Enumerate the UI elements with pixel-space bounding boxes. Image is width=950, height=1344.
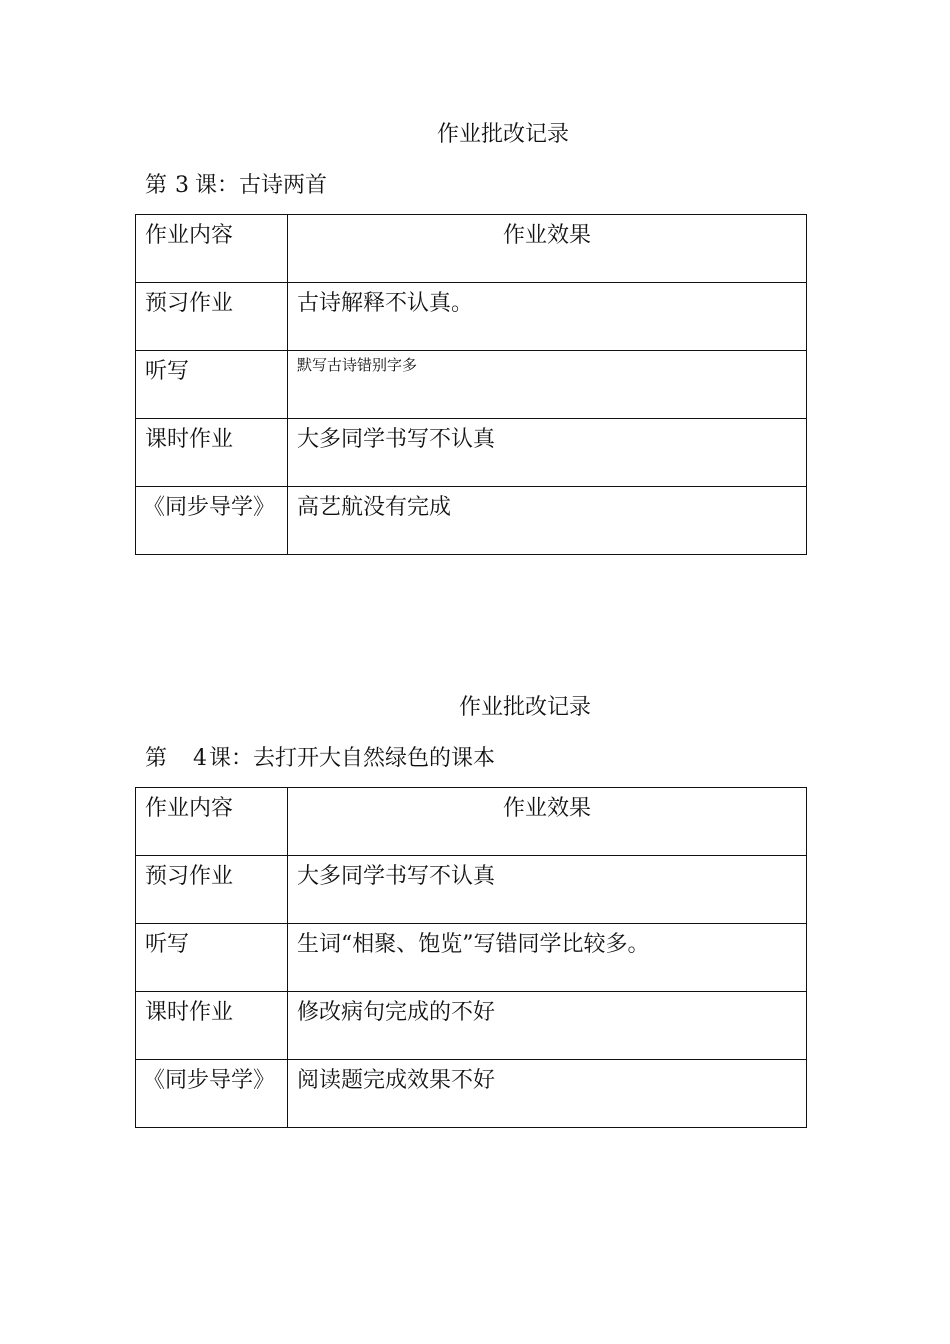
lesson-heading	[145, 744, 495, 774]
homework-effect-cell: 修改病句完成的不好	[288, 992, 807, 1060]
lesson-prefix: 第	[145, 173, 168, 198]
table-row	[136, 856, 807, 924]
homework-table	[135, 787, 807, 1128]
table-row	[136, 1060, 807, 1128]
lesson-prefix: 第	[145, 746, 168, 771]
homework-content-cell: 听写	[136, 351, 288, 419]
homework-content-cell: 预习作业	[136, 283, 288, 351]
homework-effect-cell: 生词“相聚、饱览”写错同学比较多。	[288, 924, 807, 992]
record-title: 作业批改记录	[436, 122, 569, 147]
homework-effect-cell: 阅读题完成效果不好	[288, 1060, 807, 1128]
homework-effect-cell: 大多同学书写不认真	[288, 856, 807, 924]
homework-content-cell: 听写	[136, 924, 288, 992]
homework-effect-cell: 默写古诗错别字多	[288, 351, 807, 419]
lesson-title: 课：去打开大自然绿色的课本	[209, 746, 496, 771]
header-homework-content: 作业内容	[136, 788, 288, 856]
table-header-row	[136, 215, 807, 283]
table-row	[136, 924, 807, 992]
table-row	[136, 283, 807, 351]
table-row	[136, 419, 807, 487]
homework-content-cell: 课时作业	[136, 419, 288, 487]
homework-content-cell: 预习作业	[136, 856, 288, 924]
homework-effect-cell: 古诗解释不认真。	[288, 283, 807, 351]
homework-content-cell: 《同步导学》	[136, 1060, 288, 1128]
homework-table	[135, 214, 807, 555]
table-header-row	[136, 788, 807, 856]
homework-effect-cell: 大多同学书写不认真	[288, 419, 807, 487]
lesson-heading	[145, 171, 327, 201]
record-title: 作业批改记录	[458, 695, 591, 720]
table-row	[136, 992, 807, 1060]
lesson-number: 4	[193, 746, 208, 771]
lesson-title: 课：古诗两首	[195, 173, 328, 198]
homework-content-cell: 《同步导学》	[136, 487, 288, 555]
header-homework-effect: 作业效果	[288, 215, 807, 283]
homework-effect-cell: 高艺航没有完成	[288, 487, 807, 555]
table-row	[136, 351, 807, 419]
lesson-number: 3	[175, 173, 190, 198]
homework-content-cell: 课时作业	[136, 992, 288, 1060]
header-homework-effect: 作业效果	[288, 788, 807, 856]
table-row	[136, 487, 807, 555]
header-homework-content: 作业内容	[136, 215, 288, 283]
